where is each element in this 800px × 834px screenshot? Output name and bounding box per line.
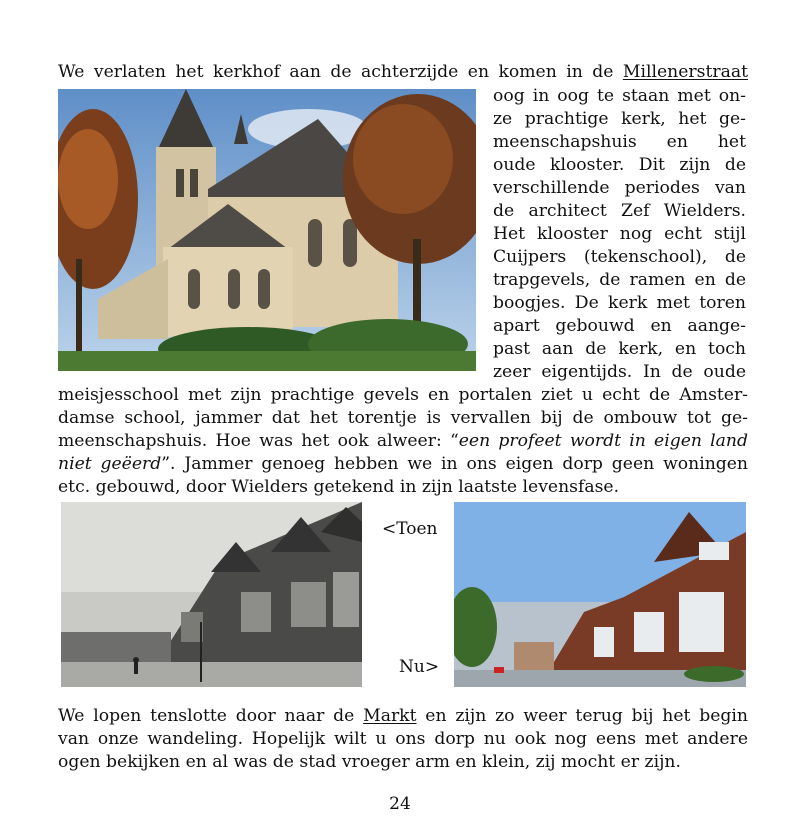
intro-right-line-6: de architect Zef Wielders. bbox=[493, 201, 746, 221]
closing-line-1-pre: We lopen tenslotte door naar de bbox=[58, 706, 364, 726]
body-line-1: meisjesschool met zijn prachtige gevels en portalen ziet u echt de Amster- bbox=[58, 385, 748, 405]
intro-right-line-1: oog in oog te staan met on- bbox=[493, 86, 746, 106]
caption-now: Nu> bbox=[399, 657, 440, 677]
intro-right-line-8: Cuijpers (tekenschool), de bbox=[493, 247, 746, 267]
body-line-3-text: meenschapshuis. Hoe was het ook alweer: “ bbox=[58, 431, 459, 451]
photo-then bbox=[61, 502, 362, 687]
intro-right-line-2: ze prachtige kerk, het ge- bbox=[493, 109, 746, 129]
page-number: 24 bbox=[389, 794, 411, 814]
body-line-2: damse school, jammer dat het torentje is vervallen bij de ombouw tot ge- bbox=[58, 408, 748, 428]
intro-right-line-9: trapgevels, de ramen en de bbox=[493, 270, 746, 290]
quote-part-2: niet geëerd bbox=[58, 454, 162, 474]
closing-line-3: ogen bekijken en al was de stad vroeger arm en klein, zij mocht er zijn. bbox=[58, 752, 681, 772]
intro-right-line-4: oude klooster. Dit zijn de bbox=[493, 155, 746, 175]
photo-now bbox=[454, 502, 746, 687]
intro-line-1 bbox=[58, 60, 748, 84]
intro-right-line-7: Het klooster nog echt stijl bbox=[493, 224, 746, 244]
body-line-3 bbox=[58, 429, 748, 453]
caption-then: <Toen bbox=[382, 519, 438, 539]
intro-right-line-3: meenschapshuis en het bbox=[493, 132, 746, 152]
body-line-4-text: ”. Jammer genoeg hebben we in ons eigen dorp geen woningen bbox=[161, 454, 749, 474]
street-name-markt: Markt bbox=[363, 706, 417, 726]
intro-right-line-13: zeer eigentijds. In de oude bbox=[493, 362, 746, 382]
intro-right-line-5: verschillende periodes van bbox=[493, 178, 746, 198]
body-line-4 bbox=[58, 452, 748, 476]
closing-line-1 bbox=[58, 704, 748, 728]
intro-right-line-12: past aan de kerk, en toch bbox=[493, 339, 746, 359]
church-photo bbox=[58, 89, 476, 371]
closing-line-2: van onze wandeling. Hopelijk wilt u ons dorp nu ook nog eens met andere bbox=[58, 729, 748, 749]
intro-right-line-11: apart gebouwd en aange- bbox=[493, 316, 746, 336]
body-line-5: etc. gebouwd, door Wielders getekend in zijn laatste levensfase. bbox=[58, 477, 620, 497]
closing-line-1-post: en zijn zo weer terug bij het begin bbox=[416, 706, 748, 726]
quote-part-1: een profeet wordt in eigen land bbox=[458, 431, 749, 451]
intro-line-1-text: We verlaten het kerkhof aan de achterzijde en komen in de bbox=[58, 62, 623, 82]
intro-right-line-10: boogjes. De kerk met toren bbox=[493, 293, 746, 313]
street-name-millenerstraat: Millenerstraat bbox=[622, 62, 748, 82]
